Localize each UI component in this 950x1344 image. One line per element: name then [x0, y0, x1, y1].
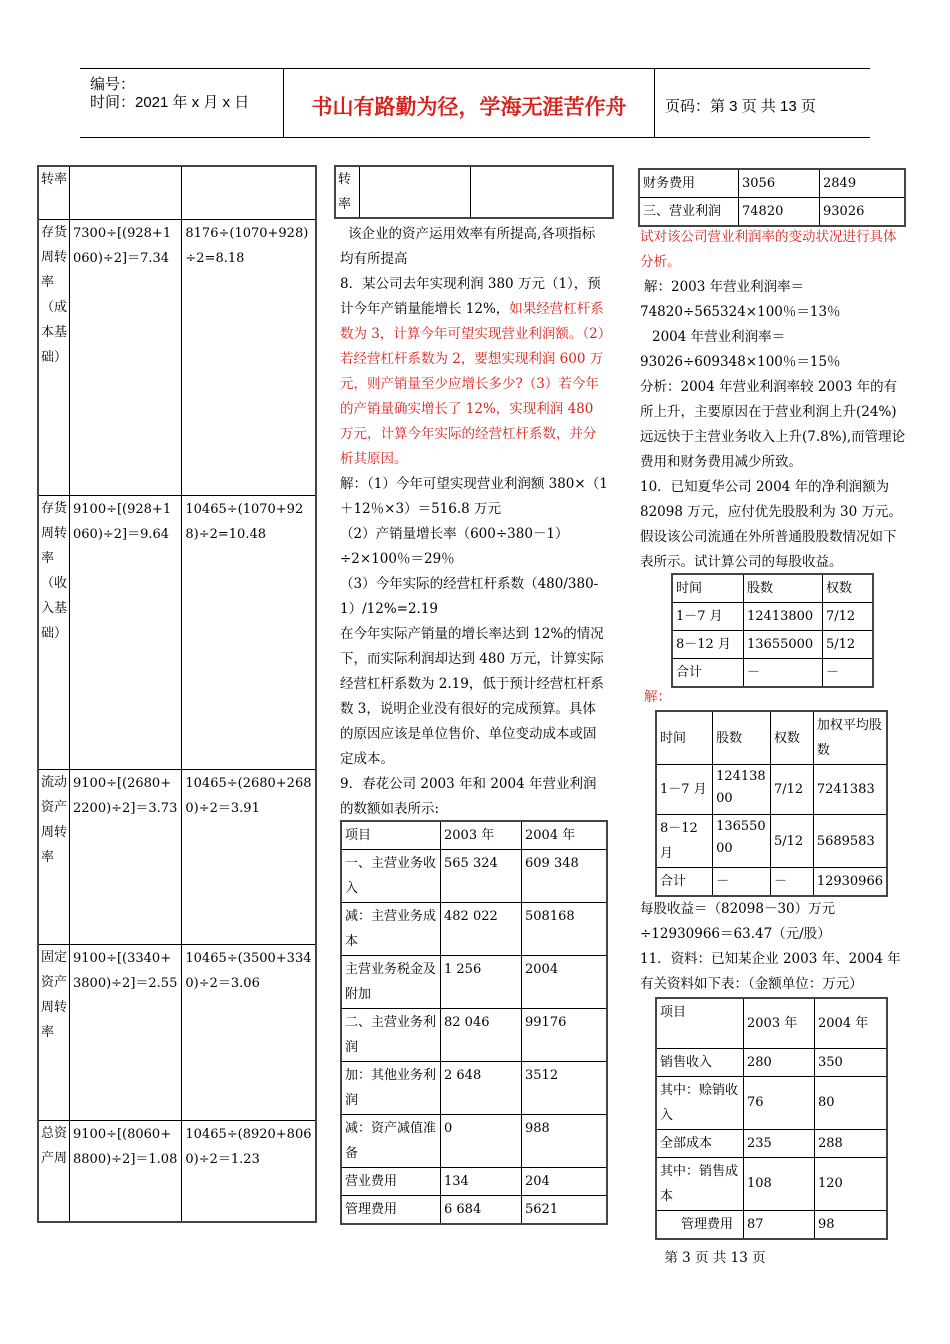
value-2003: 3056	[739, 169, 820, 198]
answer-8-analysis: 在今年实际产销量的增长率达到 12%的情况下，而实际利润却达到 480 万元，计算实际经营杠杆系数为 2.19，低于预计经营杠杆系数 3，说明企业没有很好的完成预算。具体的原因应该是单位售价、单位变动成本或固定成本。	[340, 626, 604, 767]
value-2003: 134	[441, 1168, 522, 1196]
formula-2003: 9100÷[(3340+3800)÷2]＝2.55	[70, 944, 182, 1120]
item-cell: 全部成本	[656, 1129, 744, 1157]
value-2003: 1 256	[441, 956, 522, 1009]
time-cell: 合计	[672, 659, 744, 688]
weight-cell: 7/12	[823, 603, 874, 631]
weighted-shares-cell: 7241383	[813, 765, 887, 815]
weighted-average-shares-table	[655, 710, 888, 897]
row-label: 存货周转率（收入基础）	[38, 495, 70, 769]
right-text-block-1	[640, 225, 908, 575]
value-2003: 482 022	[441, 903, 522, 956]
table-row	[341, 1196, 607, 1225]
item-cell: 三、营业利润	[639, 198, 739, 227]
row-label: 存货周转率（成本基础）	[38, 219, 70, 495]
item-cell: 销售收入	[656, 1048, 744, 1076]
row-label: 转率	[335, 166, 359, 218]
question-8-highlight: 如果经营杠杆系数为 3，计算今年可望实现营业利润额。（2）若经营杠杆系数为 2，要想实现利润 600 万元，则产销量至少应增长多少?（3）若今年的产销量确实增长了 12%，实现利润 480 万元，计算今年实际的经营杠杆系数，并分析其原因。	[340, 301, 605, 467]
table-row	[672, 659, 873, 688]
column-header: 权数	[771, 711, 814, 765]
shares-cell: 12413800	[713, 765, 771, 815]
row-label: 转率	[38, 166, 70, 219]
turnover-ratio-table	[37, 165, 317, 1223]
table-row	[335, 166, 613, 218]
table-row	[38, 495, 316, 769]
weight-cell: －	[771, 868, 814, 897]
answer-9-2004: 2004 年营业利润率＝93026÷609348×100％＝15％	[640, 329, 841, 370]
shares-outstanding-table	[671, 573, 874, 688]
value-2003: 82 046	[441, 1009, 522, 1062]
question-11: 11．资料：已知某企业 2003 年、2004 年有关资料如下表：（金额单位：万元）	[640, 951, 901, 992]
table-header-row	[656, 998, 887, 1048]
value-2004: 80	[815, 1076, 888, 1129]
value-2003: 76	[744, 1076, 815, 1129]
value-2003: 235	[744, 1129, 815, 1157]
solution-label: 解：	[644, 689, 671, 705]
table-row	[38, 1120, 316, 1222]
table-row	[672, 603, 873, 631]
time-cell: 8－12 月	[656, 815, 713, 868]
value-2004: 2004	[522, 956, 608, 1009]
column-header: 2004 年	[815, 998, 888, 1048]
middle-text-block	[340, 222, 608, 822]
table-row	[341, 1009, 607, 1062]
question-10: 10．已知夏华公司 2004 年的净利润额为 82098 万元，应付优先股股利为 30 万元。假设该公司流通在外所普通股股数情况如下表所示。试计算公司的每股收益。	[640, 479, 902, 570]
header-page-number: 页码：第 3 页 共 13 页	[665, 98, 816, 115]
column-header: 股数	[713, 711, 771, 765]
value-2004: 5621	[522, 1196, 608, 1225]
answer-9-2003: 解：2003 年营业利润率＝74820÷565324×100％＝13％	[640, 279, 841, 320]
formula-2004	[182, 166, 316, 219]
table-row	[656, 1210, 887, 1239]
table-row	[656, 1048, 887, 1076]
table-row	[639, 198, 905, 227]
formula-2004: 10465÷(3500+3340)÷2＝3.06	[182, 944, 316, 1120]
time-cell: 1－7 月	[656, 765, 713, 815]
question-9: 9．春花公司 2003 年和 2004 年营业利润的数额如表所示:	[340, 776, 597, 817]
table-row	[38, 166, 316, 219]
column-header: 时间	[656, 711, 713, 765]
question-9-task: 试对该公司营业利润率的变动状况进行具体分析。	[640, 229, 897, 270]
value-2004: 120	[815, 1157, 888, 1210]
table-row	[639, 169, 905, 198]
item-cell: 其中：赊销收入	[656, 1076, 744, 1129]
column-header: 时间	[672, 574, 744, 603]
item-cell: 管理费用	[656, 1210, 744, 1239]
table-row	[656, 765, 887, 815]
header-center-cell	[284, 69, 655, 137]
value-2004: 99176	[522, 1009, 608, 1062]
item-cell: 减：资产减值准备	[341, 1115, 441, 1168]
weighted-shares-cell: 12930966	[813, 868, 887, 897]
page-header	[80, 68, 870, 138]
formula-2003	[70, 166, 182, 219]
row-label: 流动资产周转率	[38, 769, 70, 944]
answer-8-part2: （2）产销量增长率（600÷380－1）÷2×100％＝29％	[340, 526, 569, 567]
header-right-cell	[655, 69, 870, 137]
value-2003: 6 684	[441, 1196, 522, 1225]
table-row	[656, 1157, 887, 1210]
table-row	[341, 1115, 607, 1168]
row-label: 固定资产周转率	[38, 944, 70, 1120]
column-header: 2003 年	[441, 821, 522, 850]
table-row	[38, 944, 316, 1120]
column-header: 2004 年	[522, 821, 608, 850]
sales-cost-table	[655, 997, 888, 1240]
value-2003: 108	[744, 1157, 815, 1210]
table-row	[656, 1129, 887, 1157]
value-2003: 0	[441, 1115, 522, 1168]
time-cell: 1－7 月	[672, 603, 744, 631]
formula-2004: 8176÷(1070+928)÷2=8.18	[182, 219, 316, 495]
empty-cell	[359, 166, 470, 218]
answer-8-part3: （3）今年实际的经营杠杆系数（480/380-1）/12%=2.19	[340, 576, 599, 617]
column-header: 加权平均股数	[813, 711, 887, 765]
column-header: 股数	[744, 574, 823, 603]
table-row	[656, 1076, 887, 1129]
operating-profit-table-continued	[638, 168, 906, 227]
answer-8-part1: 解：（1）今年可望实现营业利润额 380×（1＋12％×3）＝516.8 万元	[340, 476, 608, 517]
table-row	[341, 956, 607, 1009]
continued-table-fragment	[334, 165, 614, 219]
table-header-row	[656, 711, 887, 765]
operating-profit-table	[340, 820, 608, 1225]
value-2004: 288	[815, 1129, 888, 1157]
value-2004: 2849	[820, 169, 906, 198]
value-2003: 74820	[739, 198, 820, 227]
item-cell: 一、主营业务收入	[341, 850, 441, 903]
value-2004: 3512	[522, 1062, 608, 1115]
table-header-row	[672, 574, 873, 603]
item-cell: 减：主营业务成本	[341, 903, 441, 956]
formula-2004: 10465÷(2680+2680)÷2＝3.91	[182, 769, 316, 944]
table-row	[341, 903, 607, 956]
item-cell: 管理费用	[341, 1196, 441, 1225]
value-2004: 508168	[522, 903, 608, 956]
value-2003: 2 648	[441, 1062, 522, 1115]
table-header-row	[341, 821, 607, 850]
item-cell: 主营业务税金及附加	[341, 956, 441, 1009]
page-footer: 第 3 页 共 13 页	[664, 1250, 766, 1266]
shares-cell: －	[713, 868, 771, 897]
formula-2004: 10465÷(8920+8060)÷2＝1.23	[182, 1120, 316, 1222]
value-2004: 988	[522, 1115, 608, 1168]
formula-2003: 9100÷[(2680+2200)÷2]＝3.73	[70, 769, 182, 944]
value-2004: 98	[815, 1210, 888, 1239]
question-8	[340, 272, 608, 472]
table-row	[38, 769, 316, 944]
value-2004: 609 348	[522, 850, 608, 903]
column-header: 项目	[341, 821, 441, 850]
shares-cell: －	[744, 659, 823, 688]
answer-9-analysis: 分析：2004 年营业利润率较 2003 年的有所上升，主要原因在于营业利润上升(24%)远远快于主营业务收入上升(7.8%),而管理论费用和财务费用减少所致。	[640, 379, 906, 470]
value-2004: 204	[522, 1168, 608, 1196]
column-header: 项目	[656, 998, 744, 1048]
value-2003: 565 324	[441, 850, 522, 903]
value-2003: 280	[744, 1048, 815, 1076]
column-header: 权数	[823, 574, 874, 603]
formula-2003: 7300÷[(928+1060)÷2]＝7.34	[70, 219, 182, 495]
table-row	[341, 1062, 607, 1115]
weighted-shares-cell: 5689583	[813, 815, 887, 868]
row-label: 总资产周	[38, 1120, 70, 1222]
shares-cell: 13655000	[744, 631, 823, 659]
value-2003: 87	[744, 1210, 815, 1239]
value-2004: 350	[815, 1048, 888, 1076]
document-number: 编号：	[90, 76, 136, 93]
conclusion-text: 该企业的资产运用效率有所提高,各项指标均有所提高	[340, 226, 596, 267]
item-cell: 其中：销售成本	[656, 1157, 744, 1210]
table-row	[38, 219, 316, 495]
formula-2004: 10465÷(1070+928)÷2=10.48	[182, 495, 316, 769]
weight-cell: －	[823, 659, 874, 688]
question-8-text: 8．某公司去年实现利润 380 万元（1），预计今年产销量能增长 12%，	[340, 276, 601, 317]
time-cell: 8－12 月	[672, 631, 744, 659]
weight-cell: 5/12	[823, 631, 874, 659]
document-time: 时间：2021 年 x 月 x 日	[90, 94, 250, 111]
column-header: 2003 年	[744, 998, 815, 1048]
shares-cell: 12413800	[744, 603, 823, 631]
header-slogan: 书山有路勤为径，学海无涯苦作舟	[311, 96, 627, 119]
item-cell: 营业费用	[341, 1168, 441, 1196]
eps-result: 每股收益＝（82098－30）万元÷12930966＝63.47（元/股）	[640, 901, 836, 942]
weight-cell: 7/12	[771, 765, 814, 815]
formula-2003: 9100÷[(8060+8800)÷2]＝1.08	[70, 1120, 182, 1222]
empty-cell	[470, 166, 613, 218]
table-row	[341, 850, 607, 903]
table-row	[672, 631, 873, 659]
item-cell: 财务费用	[639, 169, 739, 198]
value-2004: 93026	[820, 198, 906, 227]
table-row	[656, 868, 887, 897]
shares-cell: 13655000	[713, 815, 771, 868]
weight-cell: 5/12	[771, 815, 814, 868]
formula-2003: 9100÷[(928+1060)÷2]＝9.64	[70, 495, 182, 769]
table-row	[341, 1168, 607, 1196]
item-cell: 二、主营业务利润	[341, 1009, 441, 1062]
right-text-block-2	[640, 897, 908, 997]
table-row	[656, 815, 887, 868]
header-left-cell	[80, 69, 284, 137]
time-cell: 合计	[656, 868, 713, 897]
item-cell: 加：其他业务利润	[341, 1062, 441, 1115]
